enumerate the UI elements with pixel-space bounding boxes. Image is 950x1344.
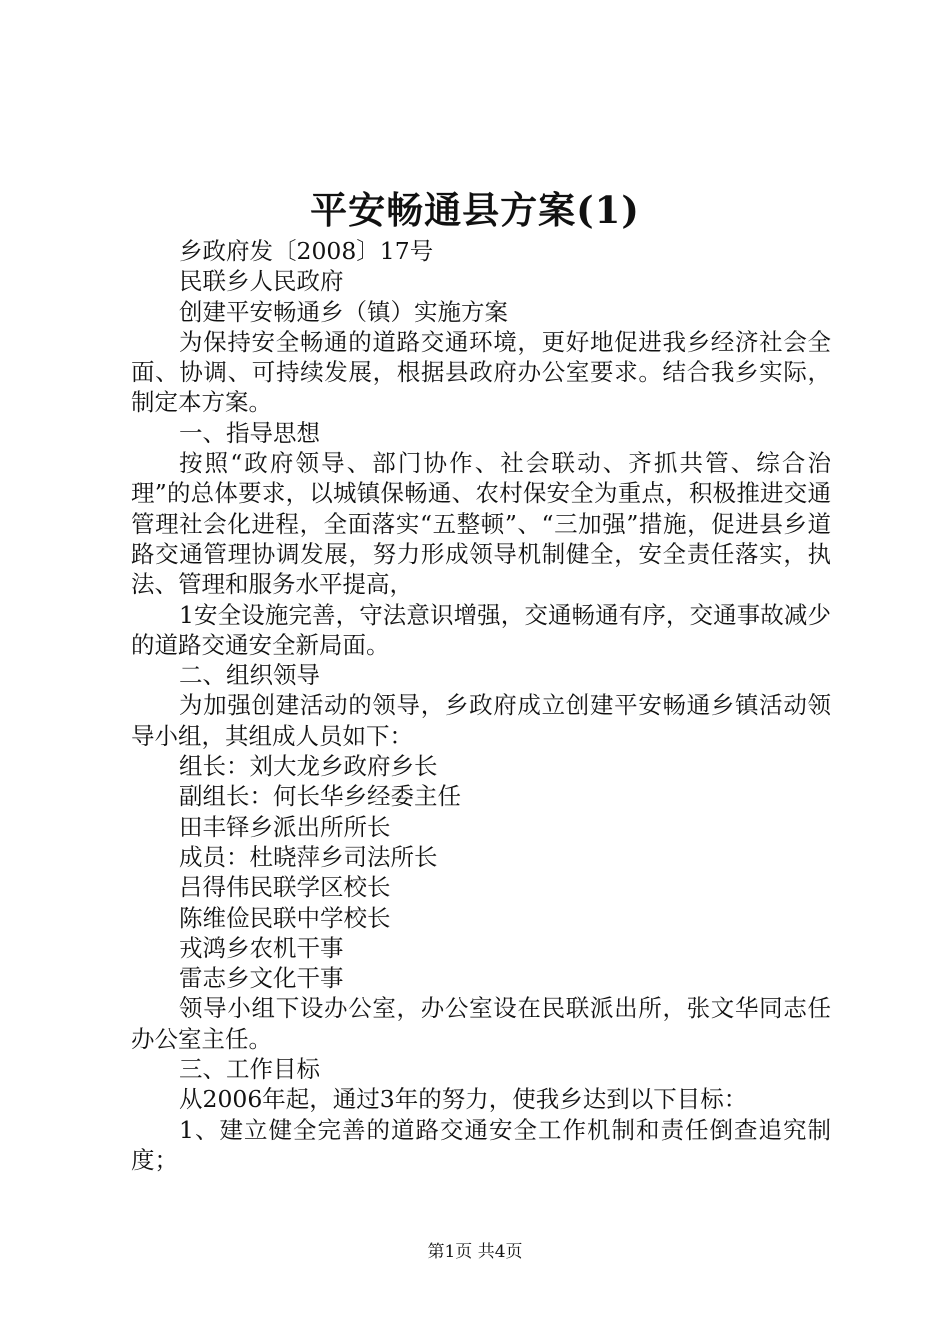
intro-paragraph: 为保持安全畅通的道路交通环境，更好地促进我乡经济社会全面、协调、可持续发展，根据县政府办公室要求。结合我乡实际，制定本方案。 [131,327,831,417]
goal-intro-paragraph: 从2006年起，通过3年的努力，使我乡达到以下目标： [179,1085,748,1114]
goal-item-1: 1、建立健全完善的道路交通安全工作机制和责任倒查追究制度； [131,1115,831,1174]
member-line: 陈维俭民联中学校长 [179,903,391,932]
organization-paragraph: 为加强创建活动的领导，乡政府成立创建平安畅通乡镇活动领导小组，其组成人员如下： [131,691,831,750]
office-paragraph: 领导小组下设办公室，办公室设在民联派出所，张文华同志任办公室主任。 [131,994,831,1053]
document-body [131,236,831,1175]
section-heading-2: 二、组织领导 [179,661,320,690]
member-line: 戎鸿乡农机干事 [179,933,344,962]
guiding-principle-continued: 1安全设施完善，守法意识增强，交通畅通有序，交通事故减少的道路交通安全新局面。 [131,600,831,659]
member-line: 雷志乡文化干事 [179,964,344,993]
member-line: 田丰铎乡派出所所长 [179,812,391,841]
member-line: 吕得伟民联学区校长 [179,873,391,902]
guiding-principle-paragraph: 按照“政府领导、部门协作、社会联动、齐抓共管、综合治理”的总体要求，以城镇保畅通、农村保安全为重点，积极推进交通管理社会化进程，全面落实“五整顿”、“三加强”措施，促进县乡道路交通管理协调发展，努力形成领导机制健全，安全责任落实，执法、管理和服务水平提高， [131,449,831,599]
issuer: 民联乡人民政府 [179,267,344,296]
member-line: 副组长：何长华乡经委主任 [179,782,461,811]
member-line: 组长：刘大龙乡政府乡长 [179,752,438,781]
page-footer: 第1页 共4页 [427,1242,523,1262]
section-heading-1: 一、指导思想 [179,418,320,447]
doc-subtitle: 创建平安畅通乡（镇）实施方案 [179,297,508,326]
section-heading-3: 三、工作目标 [179,1055,320,1084]
document-title: 平安畅通县方案(1) [310,188,640,232]
member-line: 成员：杜晓萍乡司法所长 [179,842,438,871]
doc-number: 乡政府发〔2008〕17号 [179,237,434,265]
